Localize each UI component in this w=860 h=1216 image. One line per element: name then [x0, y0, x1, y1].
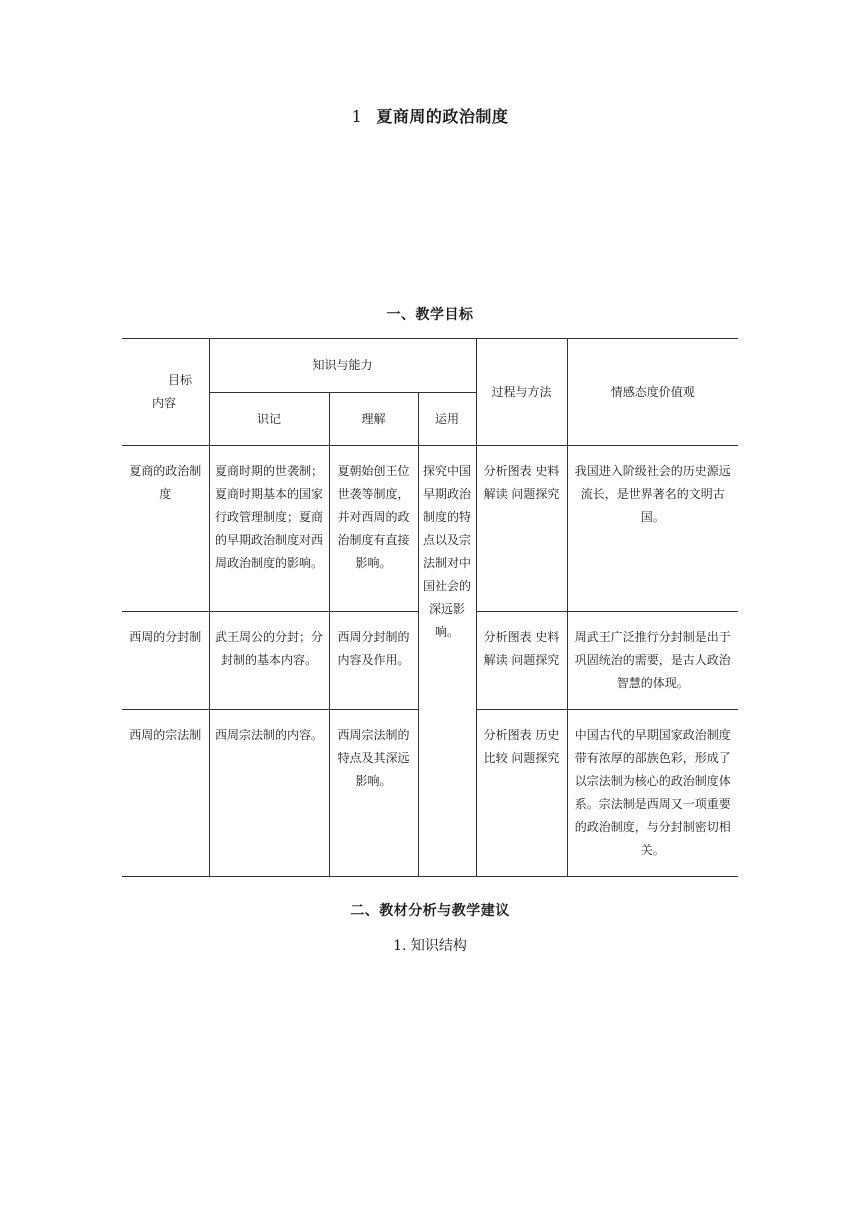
row-recall-cell: 西周宗法制的内容。 — [209, 710, 329, 877]
section-heading-analysis: 二、教材分析与教学建议 — [350, 903, 510, 919]
subheading-knowledge-structure: 1. 知识结构 — [393, 938, 467, 954]
row-process-cell: 分析图表 史料解读 问题探究 — [476, 612, 567, 710]
header-process-method: 过程与方法 — [476, 339, 567, 446]
header-knowledge-ability: 知识与能力 — [209, 339, 476, 393]
row-recall-cell: 夏商时期的世袭制；夏商时期基本的国家行政管理制度；夏商的早期政治制度对西周政治制度的影响。 — [209, 446, 329, 612]
row-process-cell: 分析图表 历史比较 问题探究 — [476, 710, 567, 877]
header-corner-cell — [122, 339, 209, 446]
apply-merged-cell: 探究中国早期政治制度的特点以及宗法制对中国社会的深远影响。 — [418, 446, 476, 877]
section-heading-goals: 一、教学目标 — [386, 307, 474, 323]
header-apply: 运用 — [418, 393, 476, 446]
row-content-cell: 西周的宗法制 — [122, 710, 209, 877]
row-emotion-cell: 我国进入阶级社会的历史源远流长，是世界著名的文明古国。 — [567, 446, 738, 612]
teaching-goals-table — [122, 338, 738, 877]
header-recall: 识记 — [209, 393, 329, 446]
row-content-cell: 西周的分封制 — [122, 612, 209, 710]
row-emotion-cell: 中国古代的早期国家政治制度带有浓厚的部族色彩，形成了以宗法制为核心的政治制度体系。宗法制是西周又一项重要的政治制度，与分封制密切相关。 — [567, 710, 738, 877]
page-title — [0, 104, 860, 127]
table-row — [122, 446, 738, 612]
row-understand-cell: 西周分封制的内容及作用。 — [329, 612, 418, 710]
header-emotion-values: 情感态度价值观 — [567, 339, 738, 446]
row-emotion-cell: 周武王广泛推行分封制是出于巩固统治的需要，是古人政治智慧的体现。 — [567, 612, 738, 710]
header-understand: 理解 — [329, 393, 418, 446]
lesson-title: 夏商周的政治制度 — [376, 107, 509, 126]
row-understand-cell: 西周宗法制的特点及其深远影响。 — [329, 710, 418, 877]
row-understand-cell: 夏朝始创王位世袭等制度，并对西周的政治制度有直接影响。 — [329, 446, 418, 612]
table-header-row-1 — [122, 339, 738, 393]
row-process-cell: 分析图表 史料解读 问题探究 — [476, 446, 567, 612]
corner-label-content: 内容 — [152, 396, 177, 410]
row-content-cell: 夏商的政治制度 — [122, 446, 209, 612]
corner-label-goal: 目标 — [168, 373, 193, 387]
row-recall-cell: 武王周公的分封；分封制的基本内容。 — [209, 612, 329, 710]
lesson-number: 1 — [351, 107, 363, 126]
